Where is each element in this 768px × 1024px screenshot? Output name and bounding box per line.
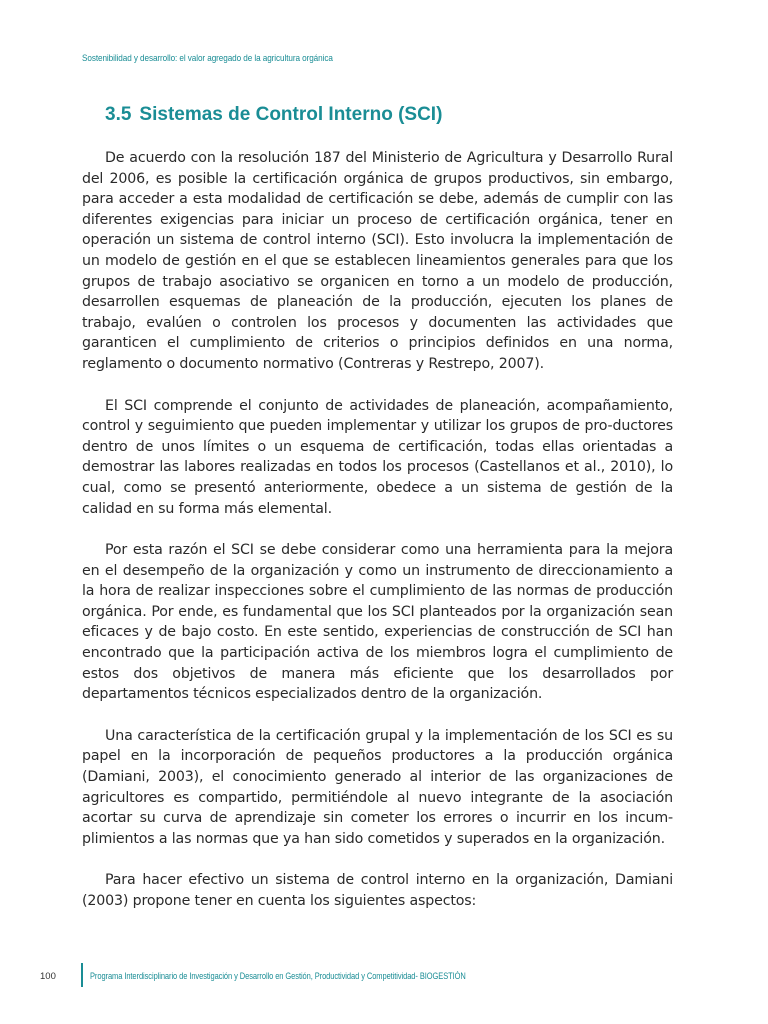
footer-program-title: Programa Interdisciplinario de Investigación y Desarrollo en Gestión, Productividad y Competitividad- BIOGESTIÓN — [90, 971, 466, 982]
paragraph: De acuerdo con la resolución 187 del Ministerio de Agricultura y Desarrollo Rural del 2006, es posible la certificación orgánica de grupos productivos, sin embargo, para acceder a esta modalidad de certificación se debe, además de cumplir con las diferentes exigencias para iniciar un proceso de certificación orgánica, tener en operación un sistema de control interno (SCI). Esto involucra la implementación de un modelo de gestión en el que se establecen lineamientos generales para que los grupos de trabajo asociativo se organicen en torno a un modelo de producción, desarrollen esquemas de planeación de la producción, ejecuten los planes de trabajo, evalúen o controlen los procesos y documenten las actividades que garanticen el cumplimiento de criterios o principios definidos en una norma, reglamento o documento normativo (Contreras y Restrepo, 2007). — [82, 150, 673, 372]
body-text — [82, 148, 673, 933]
running-header: Sostenibilidad y desarrollo: el valor agregado de la agricultura orgánica — [82, 53, 333, 64]
paragraph: Por esta razón el SCI se debe considerar como una herramienta para la mejora en el desempeño de la organización y como un instrumento de direccionamiento a la hora de realizar inspecciones sobre el cumplimiento de las normas de producción orgánica. Por ende, es fundamental que los SCI planteados por la organización sean eficaces y de bajo costo. En este sentido, experiencias de construcción de SCI han encontrado que la participación activa de los miembros logra el cumplimiento de estos dos objetivos de manera más eficiente que los desarrollados por departamentos técnicos especializados dentro de la organización. — [82, 542, 673, 703]
page-footer — [40, 963, 740, 989]
section-title: Sistemas de Control Interno (SCI) — [139, 104, 443, 125]
section-heading — [105, 104, 442, 126]
section-number: 3.5 — [105, 104, 132, 125]
paragraph: Una característica de la certificación grupal y la implementación de los SCI es su papel en la incorporación de pequeños productores a la producción orgánica (Damiani, 2003), el conocimiento generado al interior de las organizaciones de agricultores es compartido, permitiéndole al nuevo integrante de la asociación acortar su curva de aprendizaje sin cometer los errores o incurrir en los incum-plimientos a las normas que ya han sido cometidos y superados en la organización. — [82, 727, 673, 847]
footer-divider — [81, 963, 83, 987]
paragraph: El SCI comprende el conjunto de actividades de planeación, acompañamiento, control y seguimiento que pueden implementar y utilizar los grupos de pro-ductores dentro de unos límites o un esquema de certificación, todas ellas orientadas a demostrar las labores realizadas en todos los procesos (Castellanos et al., 2010), lo cual, como se presentó anteriormente, obedece a un sistema de gestión de la calidad en su forma más elemental. — [82, 397, 673, 517]
paragraph: Para hacer efectivo un sistema de control interno en la organización, Damiani (2003) propone tener en cuenta los siguientes aspectos: — [82, 872, 673, 909]
page-number: 100 — [40, 971, 56, 982]
